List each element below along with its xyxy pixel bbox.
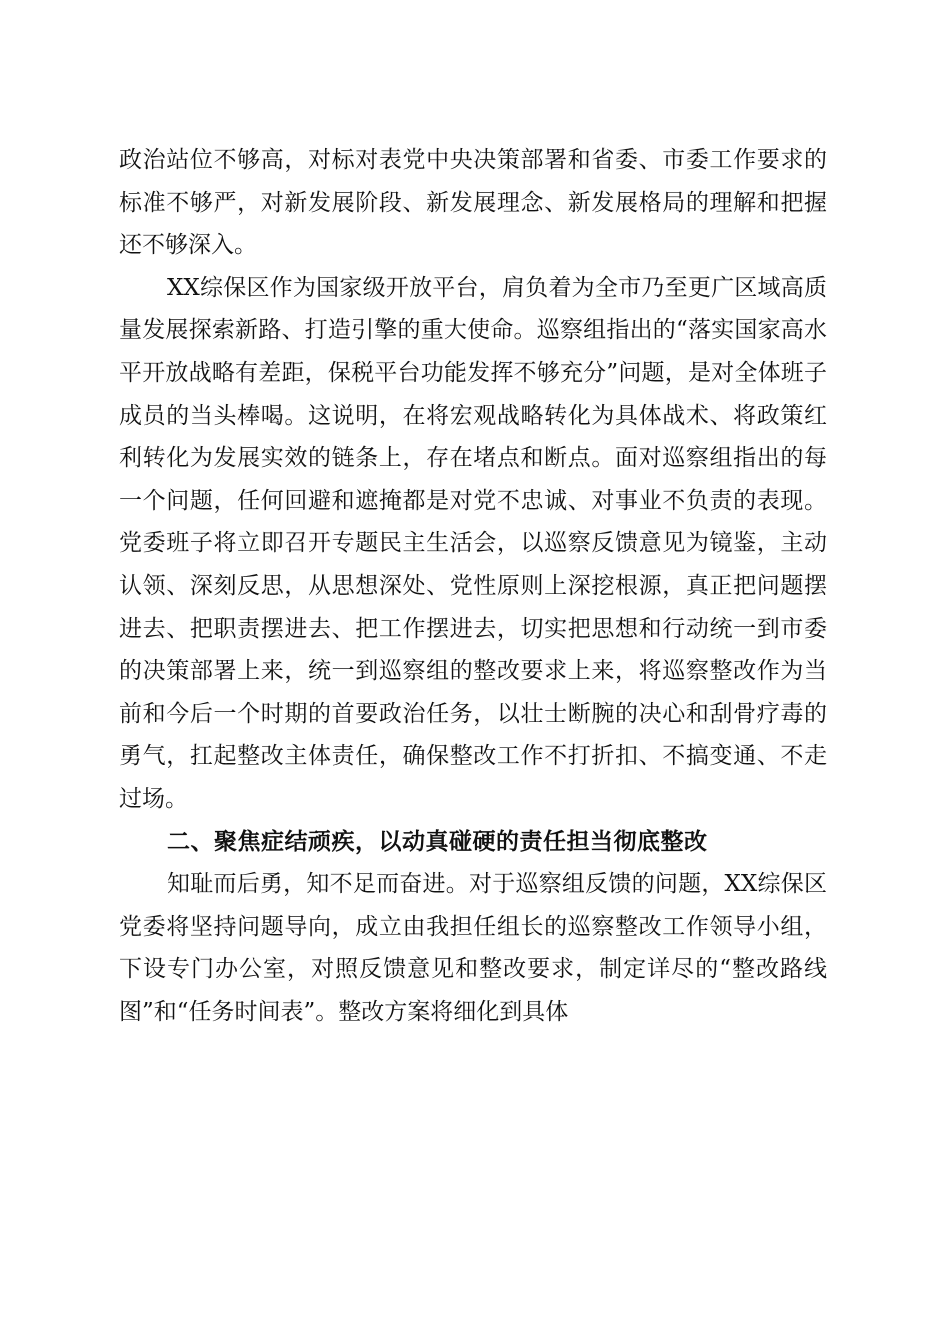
paragraph-rectification: 知耻而后勇，知不足而奋进。对于巡察组反馈的问题，XX综保区党委将坚持问题导向，成立由我担任组长的巡察整改工作领导小组，下设专门办公室，对照反馈意见和整改要求，制定详尽的“整改路线图”和“任务时间表”。整改方案将细化到具体 <box>119 871 827 1025</box>
paragraph-mission: XX综保区作为国家级开放平台，肩负着为全市乃至更广区域高质量发展探索新路、打造引擎的重大使命。巡察组指出的“落实国家高水平开放战略有差距，保税平台功能发挥不够充分”问题，是对全体班子成员的当头棒喝。这说明，在将宏观战略转化为具体战术、将政策红利转化为发展实效的链条上，存在堵点和断点。面对巡察组指出的每一个问题，任何回避和遮掩都是对党不忠诚、对事业不负责的表现。党委班子将立即召开专题民主生活会，以巡察反馈意见为镜鉴，主动认领、深刻反思，从思想深处、党性原则上深挖根源，真正把问题摆进去、把职责摆进去、把工作摆进去，切实把思想和行动统一到市委的决策部署上来，统一到巡察组的整改要求上来，将巡察整改作为当前和今后一个时期的首要政治任务，以壮士断腕的决心和刮骨疗毒的勇气，扛起整改主体责任，确保整改工作不打折扣、不搞变通、不走过场。 <box>119 274 827 812</box>
document-body <box>119 139 827 1033</box>
paragraph-continuation: 政治站位不够高，对标对表党中央决策部署和省委、市委工作要求的标准不够严，对新发展阶段、新发展理念、新发展格局的理解和把握还不够深入。 <box>119 147 827 259</box>
section-heading: 二、聚焦症结顽疾，以动真碰硬的责任担当彻底整改 <box>167 828 708 855</box>
